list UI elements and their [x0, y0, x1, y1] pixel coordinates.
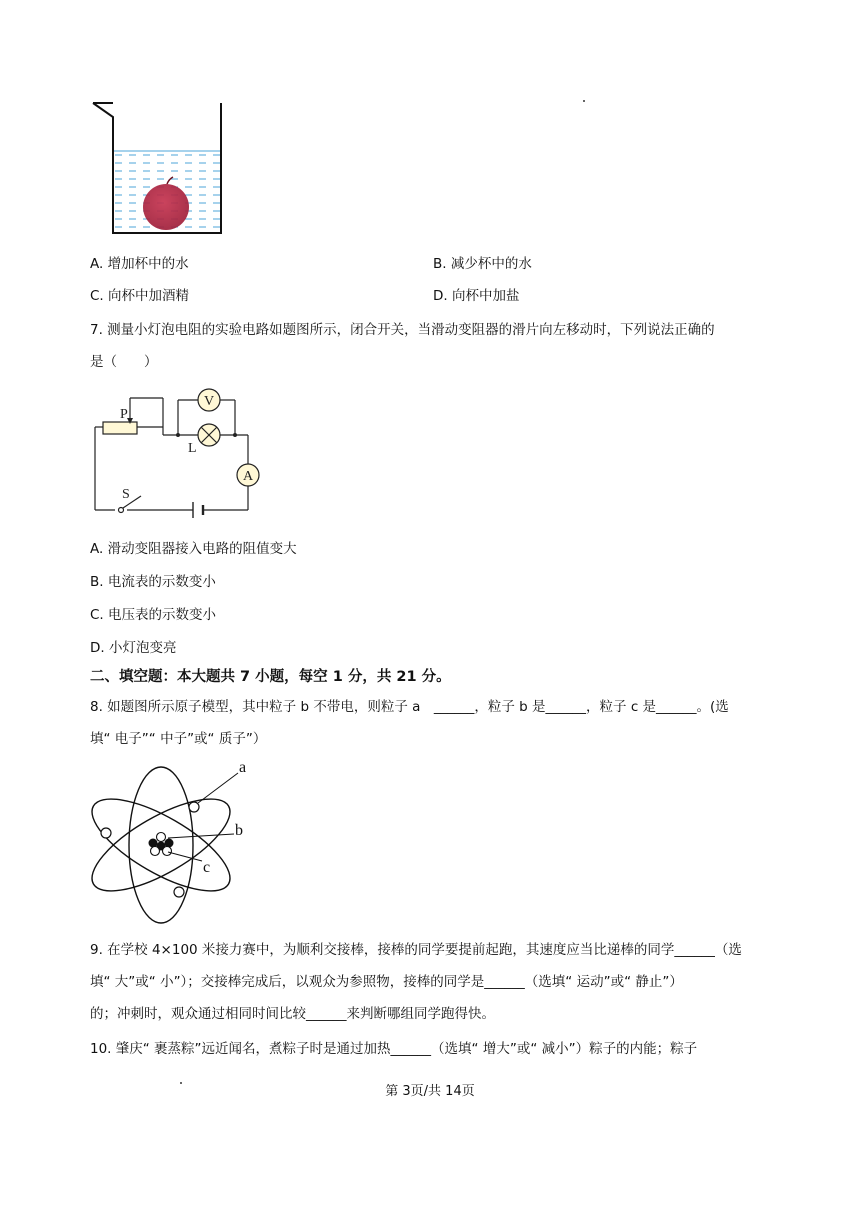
rheostat: [103, 422, 137, 434]
page-footer: 第 3页/共 14页: [385, 1084, 475, 1099]
atom-model-diagram: [88, 755, 263, 925]
q6-option-c[interactable]: C. 向杯中加酒精: [90, 288, 190, 304]
label-p: P: [120, 407, 128, 422]
electron: [174, 887, 184, 897]
q7-option-b[interactable]: B. 电流表的示数变小: [90, 574, 216, 590]
q6-option-b[interactable]: B. 减少杯中的水: [433, 256, 532, 272]
beaker-figure: [85, 95, 245, 245]
switch: [119, 508, 124, 513]
apple-shape: [143, 184, 189, 230]
circuit-diagram: [85, 380, 275, 525]
q7-option-a[interactable]: A. 滑动变阻器接入电路的阻值变大: [90, 541, 297, 557]
label-b: b: [235, 822, 243, 839]
q7-option-c[interactable]: C. 电压表的示数变小: [90, 607, 217, 623]
label-c: c: [203, 859, 211, 876]
q9-line1: 9. 在学校 4×100 米接力赛中，为顺利交接棒，接棒的同学要提前起跑，其速度应当比递棒的同学______（选: [90, 942, 742, 958]
label-a: A: [242, 469, 254, 484]
q6-option-a[interactable]: A. 增加杯中的水: [90, 256, 189, 272]
q7-option-d[interactable]: D. 小灯泡变亮: [90, 640, 177, 656]
q6-option-d[interactable]: D. 向杯中加盐: [433, 288, 520, 304]
label-a: a: [239, 759, 247, 776]
label-s: S: [122, 487, 130, 502]
q9-line3: 的；冲刺时，观众通过相同时间比较______来判断哪组同学跑得快。: [90, 1006, 495, 1022]
label-v: V: [203, 394, 215, 409]
q8-line2: 填“ 电子”“ 中子”或“ 质子”）: [90, 731, 267, 747]
q9-line2: 填“ 大”或“ 小”）；交接棒完成后，以观众为参照物，接棒的同学是______（选填“ 运动”或“ 静止”）: [90, 974, 683, 990]
label-l: L: [188, 441, 197, 456]
q7-stem-line1: 7. 测量小灯泡电阻的实验电路如题图所示，闭合开关，当滑动变阻器的滑片向左移动时，下列说法正确的: [90, 322, 715, 338]
q8-line1: 8. 如题图所示原子模型，其中粒子 b 不带电，则粒子 a ______，粒子 b 是______，粒子 c 是______。(选: [90, 699, 729, 715]
electron: [101, 828, 111, 838]
electron: [189, 802, 199, 812]
q10-line1: 10. 肇庆“ 裹蒸粽”远近闻名，煮粽子时是通过加热______（选填“ 增大”或“ 减小”）粽子的内能；粽子: [90, 1041, 698, 1057]
section-2-heading: 二、填空题：本大题共 7 小题，每空 1 分，共 21 分。: [90, 669, 451, 685]
q7-stem-line2: 是（ ）: [90, 354, 158, 370]
stray-dot: [583, 100, 585, 102]
